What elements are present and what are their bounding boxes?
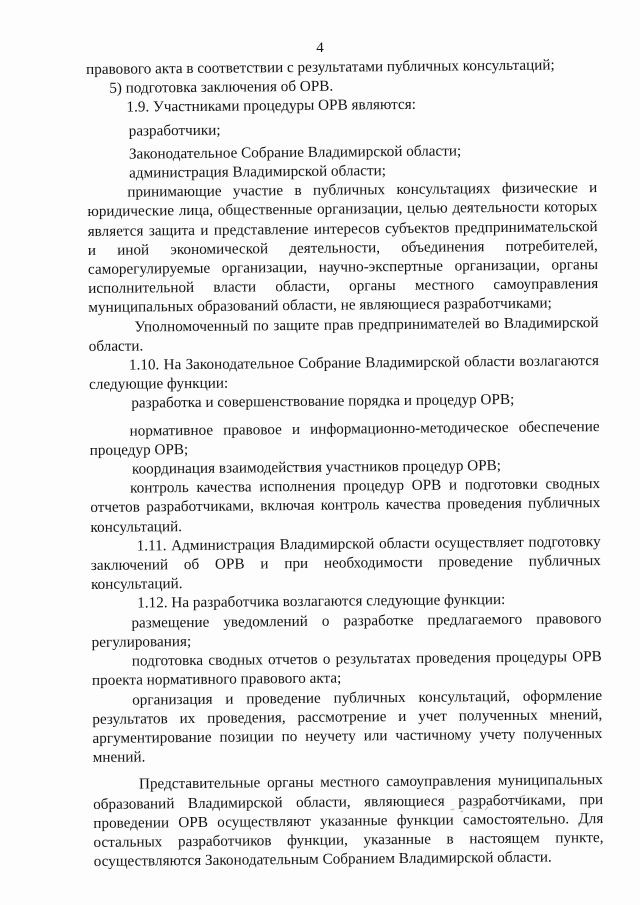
function-procedure-development: разработка и совершенствование порядка и процедур ОРВ;	[131, 391, 515, 413]
document-body	[86, 55, 604, 871]
page-number: 4	[316, 40, 324, 56]
section-1-9-heading: 1.9. Участниками процедуры ОРВ являются:	[126, 96, 416, 117]
function-notification-posting: размещение уведомлений о разработке предлагаемого правового регулирования;	[91, 609, 602, 651]
section-1-11-paragraph: 1.11. Администрация Владимирской области осуществляет подготовку заключений об ОРВ и при необходимости проведение публичных консультаций.	[90, 532, 601, 594]
paragraph-municipal-bodies: Представительные органы местного самоуправления муниципальных образований Владимирской области, являющиеся разработчиками, при проведении ОРВ осуществляют указанные функции самостоятельно. Для остальных разработчиков функции, указанные в настоящем пункте, осуществляются Законодательным Собранием Владимирской области.	[93, 771, 604, 871]
function-normative-support: нормативное правовое и информационно-методическое обеспечение процедур ОРВ;	[89, 417, 600, 459]
participant-administration: администрация Владимирской области;	[129, 162, 387, 182]
participant-public-consultation: принимающие участие в публичных консультациях физические и юридические лица, общественные организации, целью деятельности которых является защита и представление интересов субъектов предпринимательской и иной экономической деятельности, объединения потребителей, саморегулируемые организации, научно-экспертные организации, органы исполнительной власти области, органы местного самоуправления муниципальных образований области, не являющиеся разработчиками;	[87, 179, 599, 317]
function-coordination: координация взаимодействия участников процедур ОРВ;	[131, 457, 502, 478]
section-1-12-heading: 1.12. На разработчика возлагаются следующие функции:	[137, 591, 506, 613]
participant-ombudsman: Уполномоченный по защите прав предпринимателей во Владимирской области.	[88, 313, 599, 355]
function-quality-control: контроль качества исполнения процедур ОРВ и подготовки сводных отчетов разработчиками, включая контроль качества проведения публичных консультаций.	[90, 475, 601, 536]
list-item-5-conclusion: 5) подготовка заключения об ОРВ.	[109, 77, 334, 97]
function-summary-reports: подготовка сводных отчетов о результатах проведения процедуры ОРВ проекта нормативного правового акта;	[91, 648, 602, 690]
participant-legislative-assembly: Законодательное Собрание Владимирской области;	[128, 142, 462, 163]
section-1-10-heading: 1.10. На Законодательное Собрание Владимирской области возлагаются следующие функции:	[89, 352, 599, 394]
paragraph-legal-act-end: правового акта в соответствии с результатами публичных консультаций;	[86, 56, 555, 78]
handwritten-mark-icon	[445, 790, 535, 820]
function-public-consultations: организация и проведение публичных консультаций, оформление результатов их проведения, рассмотрение и учет полученных мнений, аргументирование позиции по неучету или частичному учету полученных мнений.	[92, 686, 603, 767]
participant-developers: разработчики;	[128, 121, 221, 140]
